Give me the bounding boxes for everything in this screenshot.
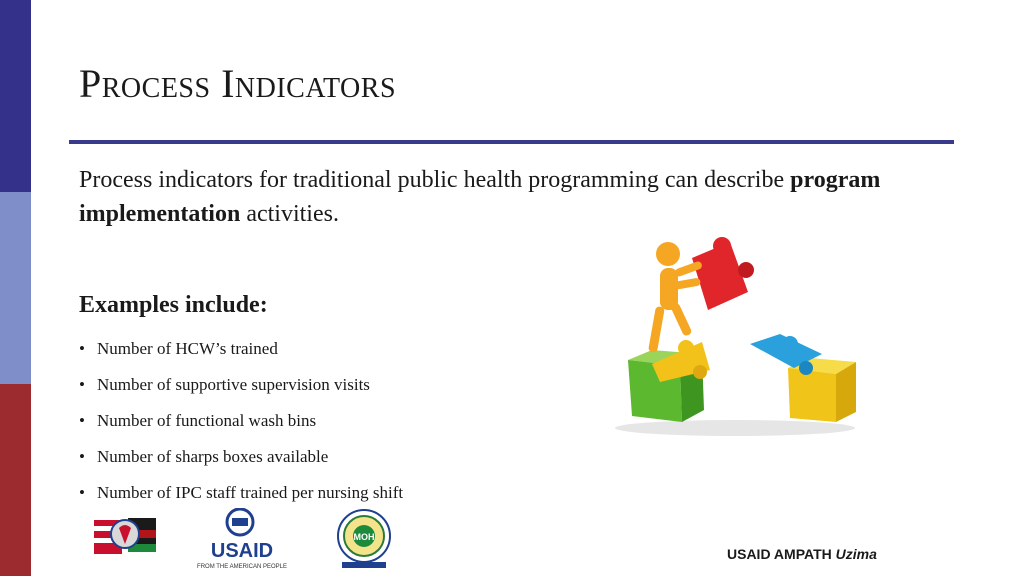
usaid-wordmark: USAID [210,540,274,562]
bullet-icon: • [79,411,85,430]
ministry-of-health-seal [338,510,390,568]
list-item-text: Number of HCW’s trained [97,339,278,358]
red-puzzle-piece [692,237,754,310]
examples-list [79,336,403,516]
puzzle-shadow [615,420,855,436]
list-item [79,444,403,480]
puzzle-illustration [610,230,870,440]
usaid-tagline: FROM THE AMERICAN PEOPLE [197,564,287,570]
list-item-text: Number of sharps boxes available [97,447,329,466]
blue-puzzle-piece [750,334,822,375]
title-divider [69,140,954,144]
intro-text [79,163,959,231]
footer-brand [727,546,877,562]
ampath-logo [94,518,156,554]
list-item-text: Number of IPC staff trained per nursing shift [97,483,404,502]
list-item [79,372,403,408]
slide-title: Process Indicators [79,61,397,106]
sidebar-accent [0,0,31,576]
list-item [79,408,403,444]
footer-brand-italic: Uzima [835,546,877,562]
usaid-logo [197,509,287,570]
sidebar-segment-red [0,384,31,576]
sidebar-segment-navy [0,0,31,192]
sidebar-segment-blue [0,192,31,384]
yellow-cube [788,358,856,422]
seal-text: MOH [353,532,375,542]
yellow-puzzle-piece [652,340,710,382]
list-item [79,336,403,372]
footer-brand-name: USAID AMPATH [727,546,832,562]
list-item-text: Number of functional wash bins [97,411,317,430]
examples-heading: Examples include: [79,292,268,318]
intro-part-1: Process indicators for traditional public health programming can describe [79,167,791,193]
partner-logos [92,508,412,574]
bullet-icon: • [79,339,85,358]
intro-part-2: activities. [240,201,339,227]
bullet-icon: • [79,375,85,394]
bullet-icon: • [79,483,85,502]
intro-bold: program implementation [79,167,881,227]
bullet-icon: • [79,447,85,466]
list-item-text: Number of supportive supervision visits [97,375,370,394]
